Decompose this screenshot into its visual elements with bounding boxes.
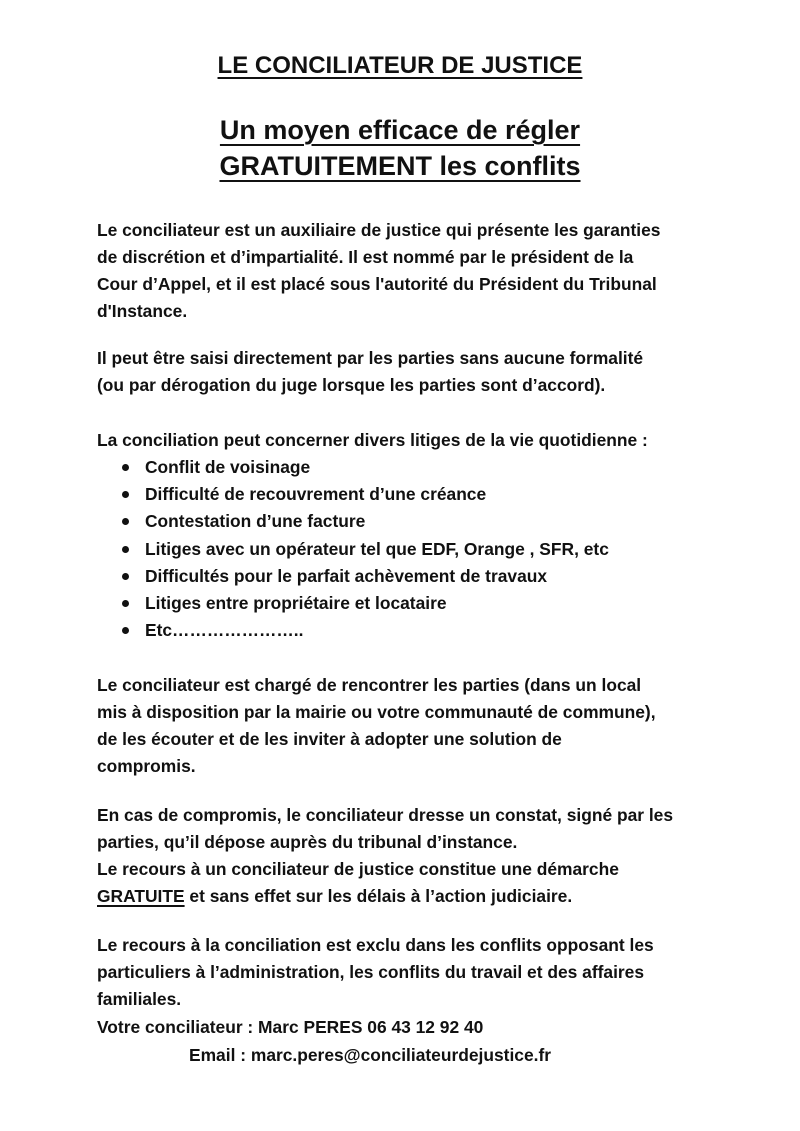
contact-block <box>97 1013 737 1069</box>
paragraph-line: Le recours à la conciliation est exclu dans les conflits opposant les <box>97 935 654 955</box>
paragraph-line-rest: et sans effet sur les délais à l’action judiciaire. <box>184 886 573 906</box>
list-item <box>120 536 720 563</box>
paragraph-line: d'Instance. <box>97 301 188 321</box>
subtitle-line-1: Un moyen efficace de régler <box>219 115 581 145</box>
paragraph-line: de discrétion et d’impartialité. Il est nommé par le président de la <box>97 247 634 267</box>
subtitle-line-2: GRATUITEMENT les conflits <box>219 151 581 181</box>
list-item-label: Litiges entre propriétaire et locataire <box>145 593 447 614</box>
bullet-icon <box>122 491 129 498</box>
paragraph-line: Le conciliateur est un auxiliaire de justice qui présente les garanties <box>97 220 661 240</box>
paragraph-line: La conciliation peut concerner divers litiges de la vie quotidienne : <box>97 430 648 450</box>
paragraph-line <box>97 883 717 910</box>
paragraph-line: compromis. <box>97 756 196 776</box>
litiges-list <box>120 454 720 644</box>
paragraph-mission <box>97 672 717 780</box>
list-item <box>120 508 720 535</box>
document-title-text: LE CONCILIATEUR DE JUSTICE <box>217 52 583 79</box>
list-item <box>120 454 720 481</box>
list-item <box>120 617 720 644</box>
bullet-icon <box>122 600 129 607</box>
paragraph-saisine <box>97 345 717 399</box>
paragraph-line: Cour d’Appel, et il est placé sous l'autorité du Président du Tribunal <box>97 274 657 294</box>
paragraph-line: Il peut être saisi directement par les parties sans aucune formalité <box>97 348 644 368</box>
list-item-label: Difficulté de recouvrement d’une créance <box>145 484 487 505</box>
paragraph-compromis <box>97 802 717 910</box>
document-title <box>0 50 800 82</box>
paragraph-line: (ou par dérogation du juge lorsque les parties sont d’accord). <box>97 375 606 395</box>
bullet-icon <box>122 464 129 471</box>
paragraph-line: En cas de compromis, le conciliateur dresse un constat, signé par les <box>97 805 674 825</box>
paragraph-line: Le recours à un conciliateur de justice constitue une démarche <box>97 859 619 879</box>
conciliator-contact-line: Votre conciliateur : Marc PERES 06 43 12 92 40 <box>97 1017 484 1037</box>
email-contact-line: Email : marc.peres@conciliateurdejustice.fr <box>189 1045 552 1065</box>
paragraph-role <box>97 217 717 325</box>
bullet-icon <box>122 573 129 580</box>
paragraph-line: familiales. <box>97 989 182 1009</box>
gratuite-emphasis: GRATUITE <box>97 886 185 906</box>
list-item-label: Etc………………….. <box>145 620 304 641</box>
paragraph-exclusions <box>97 932 717 1013</box>
paragraph-line: particuliers à l’administration, les conflits du travail et des affaires <box>97 962 645 982</box>
list-item <box>120 481 720 508</box>
paragraph-line: mis à disposition par la mairie ou votre communauté de commune), <box>97 702 656 722</box>
bullet-icon <box>122 627 129 634</box>
bullet-icon <box>122 546 129 553</box>
list-item <box>120 563 720 590</box>
document-subtitle <box>0 112 800 184</box>
bullet-icon <box>122 518 129 525</box>
paragraph-line: Le conciliateur est chargé de rencontrer les parties (dans un local <box>97 675 642 695</box>
list-item-label: Contestation d’une facture <box>145 511 366 532</box>
list-item-label: Conflit de voisinage <box>145 457 311 477</box>
list-item-label: Litiges avec un opérateur tel que EDF, Orange , SFR, etc <box>145 538 609 559</box>
paragraph-line: parties, qu’il dépose auprès du tribunal d’instance. <box>97 832 518 852</box>
list-item <box>120 590 720 617</box>
list-item-label: Difficultés pour le parfait achèvement de travaux <box>145 565 548 586</box>
paragraph-line: de les écouter et de les inviter à adopter une solution de <box>97 729 562 749</box>
paragraph-litiges-intro <box>97 427 717 454</box>
